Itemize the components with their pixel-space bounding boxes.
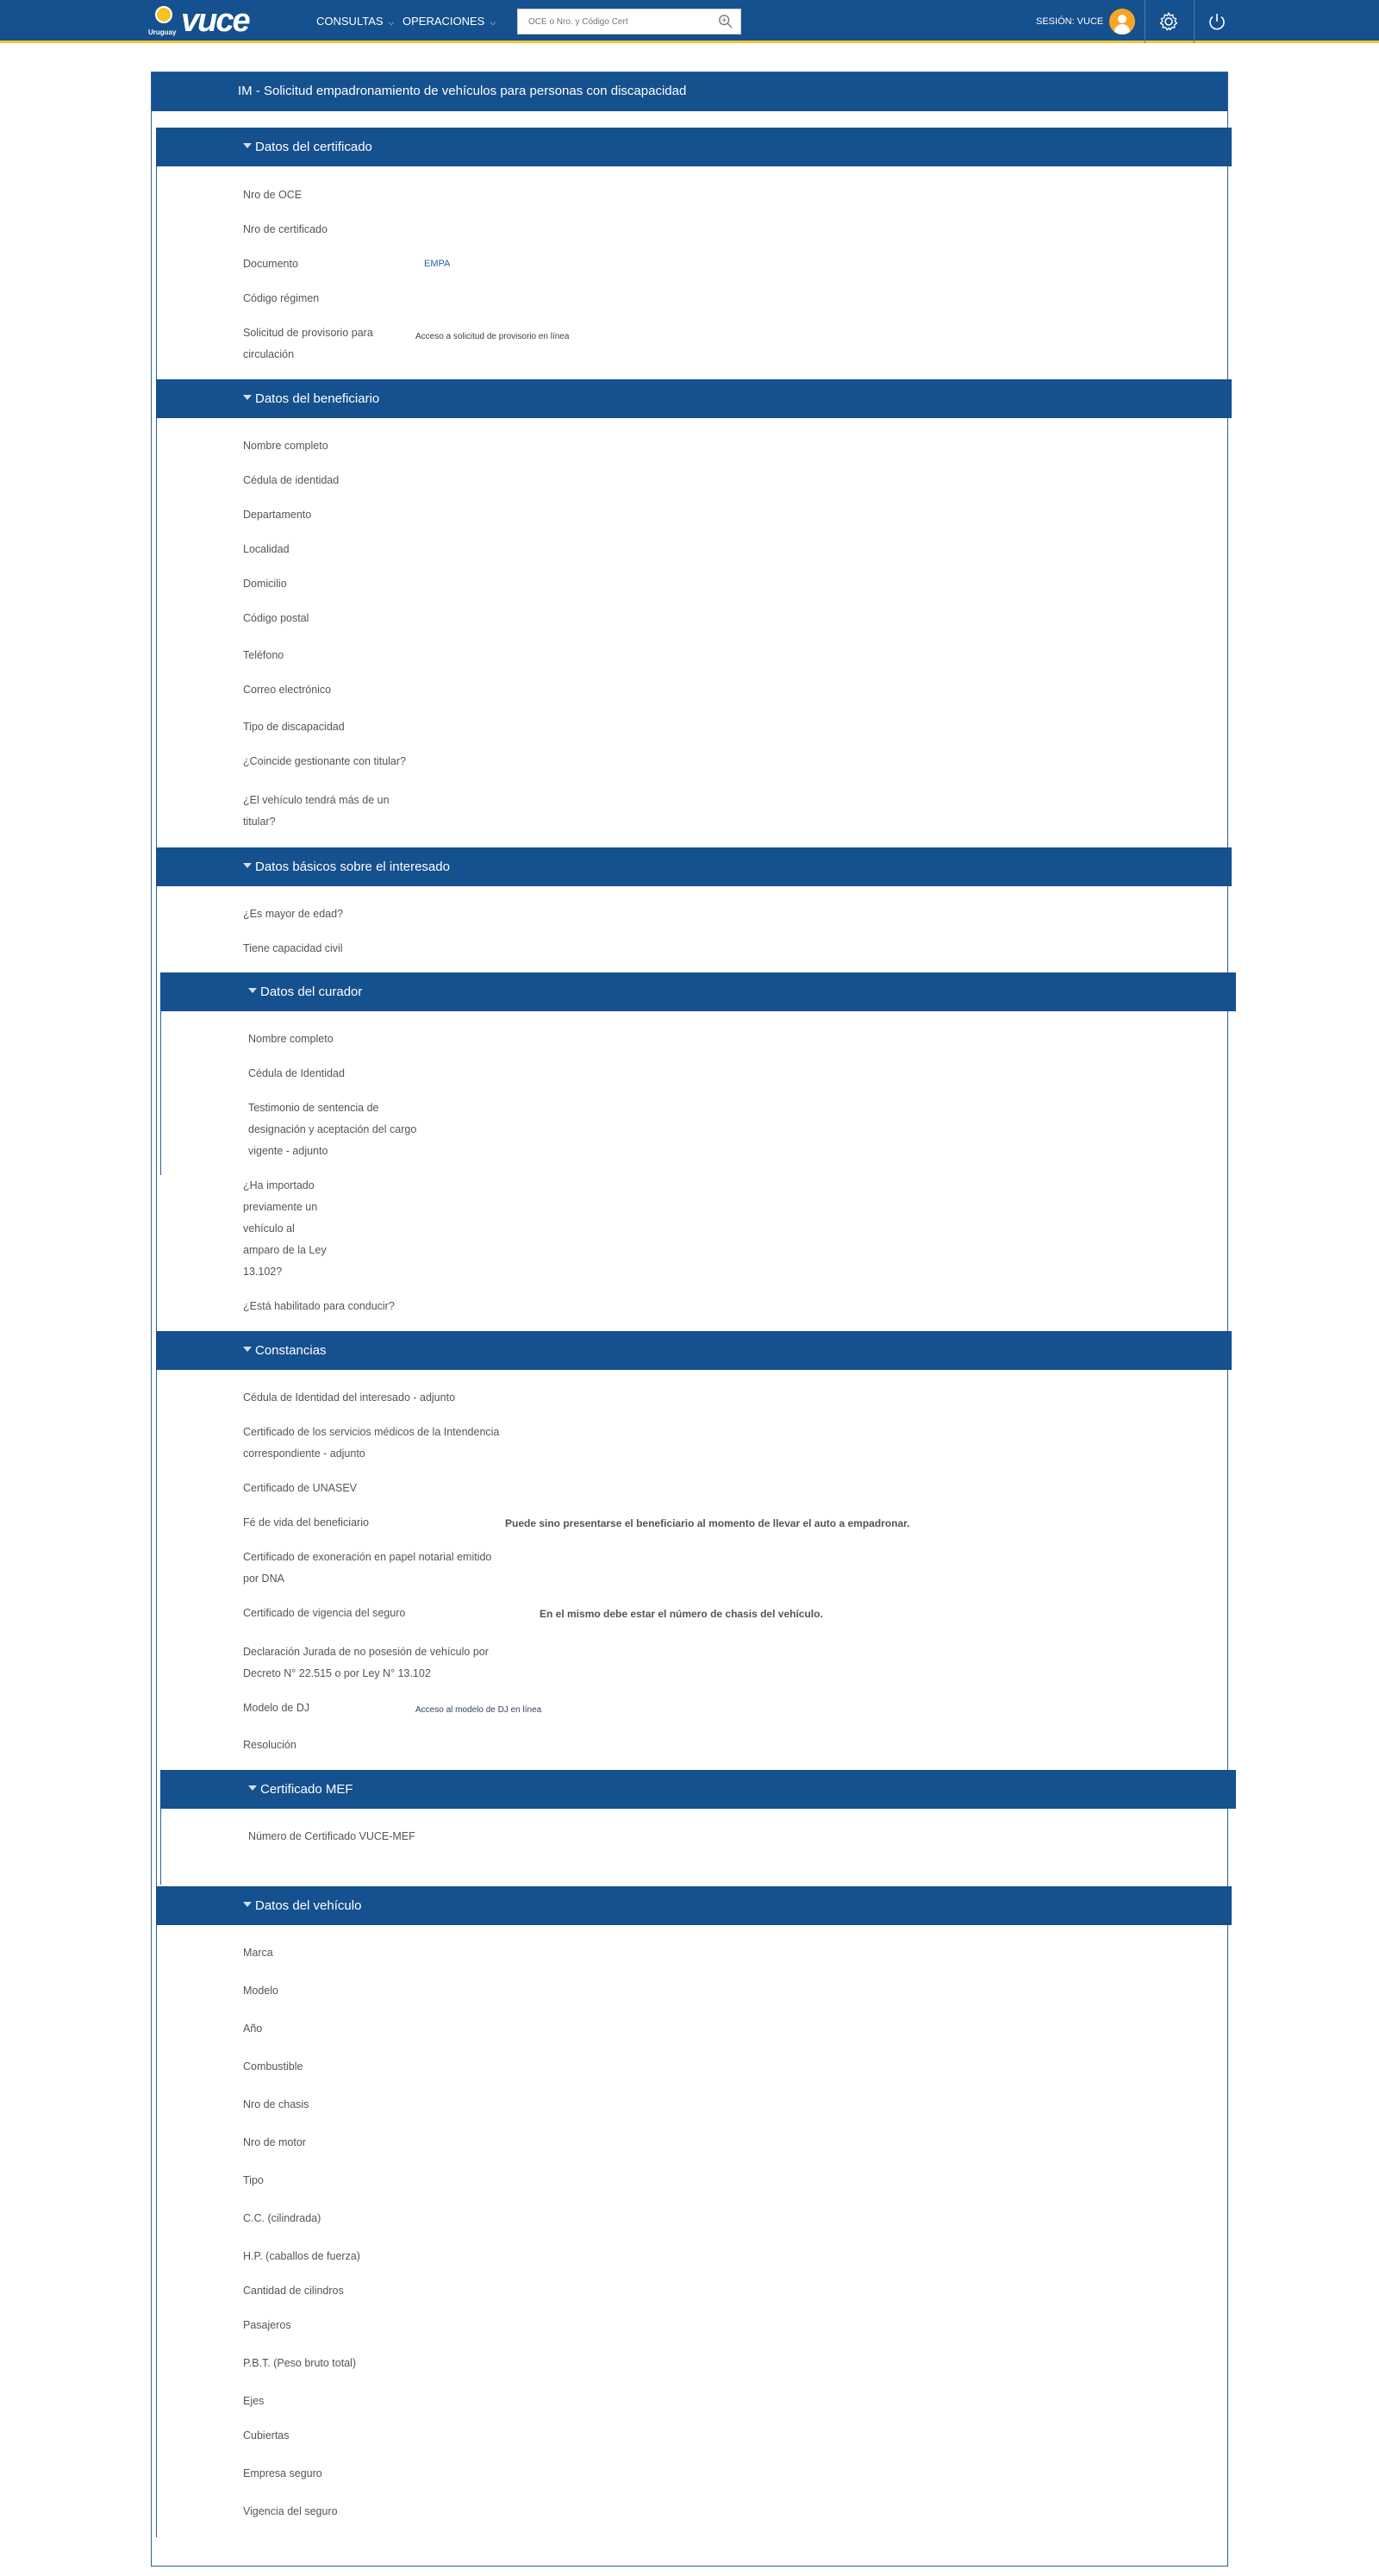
search-box (517, 9, 741, 34)
field-peso-bruto: P.B.T. (Peso bruto total) (243, 2357, 357, 2369)
section-datos-beneficiario[interactable] (156, 379, 1232, 418)
field-mas-titular-l1: ¿El vehículo tendrá más de un (243, 794, 390, 806)
documento-value: EMPA (424, 259, 451, 269)
field-importado-l3: vehículo al (243, 1222, 295, 1235)
field-importado-l2: previamente un (243, 1201, 318, 1213)
field-modelo: Modelo (243, 1985, 278, 1997)
field-codigo-postal: Código postal (243, 612, 309, 624)
section-title: Certificado MEF (260, 1782, 353, 1797)
page-title: IM - Solicitud empadronamiento de vehículos para personas con discapacidad (152, 72, 1227, 111)
field-tipo: Tipo (243, 2174, 264, 2186)
field-cedula-interesado: Cédula de Identidad del interesado - adjunto (243, 1391, 456, 1404)
field-nro-chasis: Nro de chasis (243, 2098, 309, 2110)
field-codigo-regimen: Código régimen (243, 292, 320, 304)
section-datos-vehiculo[interactable] (156, 1886, 1232, 1925)
field-nro-certificado: Nro de certificado (243, 223, 328, 235)
field-nro-oce: Nro de OCE (243, 189, 303, 201)
provisorio-link[interactable]: Acceso a solicitud de provisorio en línea (415, 332, 570, 341)
field-cilindrada: C.C. (cilindrada) (243, 2212, 321, 2224)
field-importado-l4: amparo de la Ley (243, 1244, 327, 1256)
field-resolucion: Resolución (243, 1739, 296, 1751)
nav-consultas[interactable] (316, 15, 394, 28)
field-importado-l5: 13.102? (243, 1266, 283, 1278)
section-title: Datos del vehículo (255, 1898, 362, 1913)
field-vigencia-seguro-vehiculo: Vigencia del seguro (243, 2505, 338, 2517)
field-nro-motor: Nro de motor (243, 2136, 306, 2148)
chevron-down-icon: ⌵ (490, 18, 496, 27)
field-exoneracion-l1: Certificado de exoneración en papel notarial emitido (243, 1551, 492, 1563)
caret-down-icon (248, 988, 257, 993)
field-cubiertas: Cubiertas (243, 2429, 290, 2442)
field-nombre-completo: Nombre completo (243, 440, 328, 452)
field-cedula: Cédula de identidad (243, 474, 340, 486)
field-dj-l2: Decreto N° 22.515 o por Ley N° 13.102 (243, 1667, 431, 1679)
section-constancias[interactable] (156, 1331, 1232, 1370)
field-combustible: Combustible (243, 2060, 303, 2073)
search-icon[interactable] (718, 14, 733, 29)
divider (1194, 0, 1195, 43)
field-modelo-dj: Modelo de DJ (243, 1702, 310, 1714)
field-tipo-discapacidad: Tipo de discapacidad (243, 721, 345, 733)
subsection-border (160, 1807, 161, 1885)
caret-down-icon (243, 863, 252, 868)
field-curador-nombre: Nombre completo (248, 1033, 334, 1045)
field-caballos-fuerza: H.P. (caballos de fuerza) (243, 2250, 360, 2262)
field-fe-vida: Fé de vida del beneficiario (243, 1516, 369, 1529)
field-cert-medicos-l2: correspondiente - adjunto (243, 1447, 365, 1460)
field-capacidad-civil: Tiene capacidad civil (243, 942, 343, 954)
field-localidad: Localidad (243, 543, 290, 555)
section-datos-curador[interactable] (160, 972, 1236, 1011)
section-title: Datos básicos sobre el interesado (255, 860, 450, 874)
top-navbar (0, 0, 1379, 43)
search-input[interactable] (518, 9, 708, 34)
field-cantidad-cilindros: Cantidad de cilindros (243, 2285, 344, 2297)
field-pasajeros: Pasajeros (243, 2319, 291, 2331)
field-provisorio-l2: circulación (243, 348, 295, 360)
field-curador-cedula: Cédula de Identidad (248, 1067, 345, 1079)
user-icon[interactable] (1109, 9, 1135, 34)
field-numero-cert-mef: Número de Certificado VUCE-MEF (248, 1830, 415, 1842)
field-provisorio-l1: Solicitud de provisorio para (243, 327, 373, 339)
nav-operaciones-label: OPERACIONES (402, 15, 485, 28)
field-dj-l1: Declaración Jurada de no posesión de vehículo por (243, 1646, 489, 1658)
field-testimonio-l2: designación y aceptación del cargo (248, 1123, 417, 1135)
field-testimonio-l3: vigente - adjunto (248, 1145, 328, 1157)
field-telefono: Teléfono (243, 649, 284, 661)
section-title: Datos del curador (260, 985, 363, 999)
uruguay-sun-icon (155, 6, 172, 23)
logo-country: Uruguay (148, 28, 177, 36)
fe-vida-note: Puede sino presentarse el beneficiario al momento de llevar el auto a empadronar. (505, 1517, 910, 1529)
section-certificado-mef[interactable] (160, 1770, 1236, 1809)
caret-down-icon (243, 143, 252, 148)
field-testimonio-l1: Testimonio de sentencia de (248, 1102, 379, 1114)
field-domicilio: Domicilio (243, 578, 287, 590)
modelo-dj-link[interactable]: Acceso al modelo de DJ en línea (415, 1705, 542, 1715)
subsection-border (160, 1011, 161, 1175)
field-vigencia-seguro: Certificado de vigencia del seguro (243, 1607, 406, 1619)
caret-down-icon (248, 1785, 257, 1791)
field-coincide-gestionante: ¿Coincide gestionante con titular? (243, 755, 407, 767)
field-importado-l1: ¿Ha importado (243, 1179, 315, 1191)
field-mayor-edad: ¿Es mayor de edad? (243, 908, 344, 920)
field-departamento: Departamento (243, 509, 312, 521)
section-datos-certificado[interactable] (156, 128, 1232, 166)
field-mas-titular-l2: titular? (243, 816, 276, 828)
seguro-note: En el mismo debe estar el número de chasis del vehículo. (540, 1608, 823, 1620)
field-marca: Marca (243, 1947, 273, 1959)
section-title: Constancias (255, 1343, 327, 1358)
power-icon[interactable] (1207, 11, 1227, 32)
logo-brand: vuce (181, 3, 249, 39)
vuce-logo[interactable] (148, 4, 278, 39)
field-unasev: Certificado de UNASEV (243, 1482, 358, 1494)
caret-down-icon (243, 395, 252, 400)
session-label: SESIÓN: VUCE (1036, 16, 1104, 27)
field-ejes: Ejes (243, 2395, 265, 2407)
section-title: Datos del beneficiario (255, 391, 380, 406)
nav-operaciones[interactable] (402, 15, 496, 28)
field-documento: Documento (243, 258, 298, 270)
field-exoneracion-l2: por DNA (243, 1572, 284, 1585)
field-anio: Año (243, 2023, 263, 2035)
section-datos-interesado[interactable] (156, 847, 1232, 886)
gear-icon[interactable] (1158, 11, 1179, 32)
field-cert-medicos-l1: Certificado de los servicios médicos de la Intendencia (243, 1426, 500, 1438)
chevron-down-icon: ⌵ (388, 18, 395, 27)
section-title: Datos del certificado (255, 140, 372, 154)
caret-down-icon (243, 1347, 252, 1352)
field-empresa-seguro: Empresa seguro (243, 2467, 322, 2479)
nav-consultas-label: CONSULTAS (316, 15, 384, 28)
field-correo: Correo electrónico (243, 684, 332, 696)
field-habilitado-conducir: ¿Está habilitado para conducir? (243, 1300, 395, 1312)
caret-down-icon (243, 1902, 252, 1907)
